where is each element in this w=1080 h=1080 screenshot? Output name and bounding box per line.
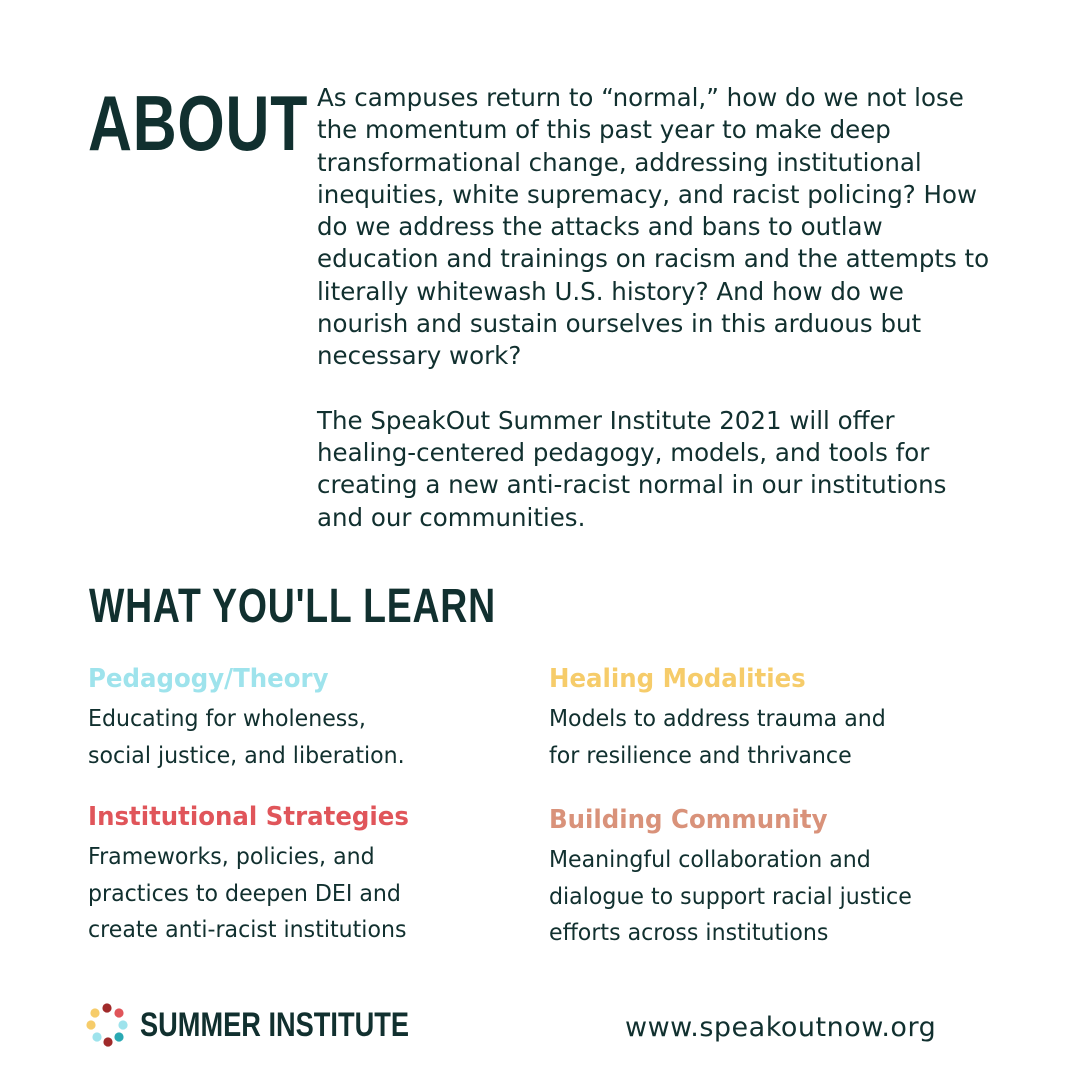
logo-dot [103, 1037, 112, 1046]
logo-dot [114, 1032, 123, 1041]
desc-line: create anti-racist institutions [88, 915, 407, 943]
desc-line: Educating for wholeness, [88, 704, 366, 732]
about-paragraph: The SpeakOut Summer Institute 2021 will offer healing-centered pedagogy, models, and tools for creating a new anti-racist normal in our institutions and our communities. [317, 405, 947, 532]
about-paragraph: As campuses return to “normal,” how do we not lose the momentum of this past year to make deep transformational change, addressing institutional inequities, white supremacy, and racist policing? How do we address the attacks and bans to outlaw education and trainings on racism and the attempts to literally whitewash U.S. history? And how do we nourish and sustain ourselves in this arduous but necessary work? [317, 83, 990, 371]
learn-item-community [549, 803, 1009, 951]
desc-line: for resilience and thrivance [549, 740, 852, 769]
desc-line: Meaningful collaboration and [549, 845, 871, 873]
desc-line: practices to deepen DEI and [88, 878, 401, 907]
learn-heading: WHAT YOU'LL LEARN [89, 580, 496, 633]
learn-item-pedagogy [88, 662, 548, 773]
learn-item-desc [88, 838, 520, 948]
logo-dot [118, 1020, 127, 1029]
desc-line: dialogue to support racial justice [549, 881, 912, 910]
logo-dot [102, 1003, 111, 1012]
learn-item-desc [88, 700, 520, 773]
desc-line: social justice, and liberation. [88, 740, 405, 769]
logo-dot [86, 1020, 95, 1029]
desc-line: Frameworks, policies, and [88, 842, 375, 870]
footer-url-link[interactable]: www.speakoutnow.org [625, 1012, 937, 1043]
learn-item-title: Building Community [549, 805, 828, 835]
learn-item-healing [549, 662, 1009, 773]
learn-item-desc [549, 700, 981, 773]
about-heading: ABOUT [88, 79, 309, 167]
dots-ring-logo-icon [86, 1002, 132, 1048]
desc-line: Models to address trauma and [549, 704, 886, 732]
learn-item-institutional [88, 800, 548, 948]
footer-brand: SUMMER INSTITUTE [140, 1006, 409, 1044]
desc-line: efforts across institutions [549, 918, 829, 946]
logo-dot [114, 1008, 123, 1017]
learn-item-title: Institutional Strategies [88, 802, 409, 832]
about-body [317, 82, 997, 534]
logo-dot [92, 1032, 101, 1041]
learn-item-title: Healing Modalities [549, 664, 806, 694]
learn-item-desc [549, 841, 981, 951]
learn-item-title: Pedagogy/Theory [88, 664, 329, 694]
logo-dot [90, 1008, 99, 1017]
